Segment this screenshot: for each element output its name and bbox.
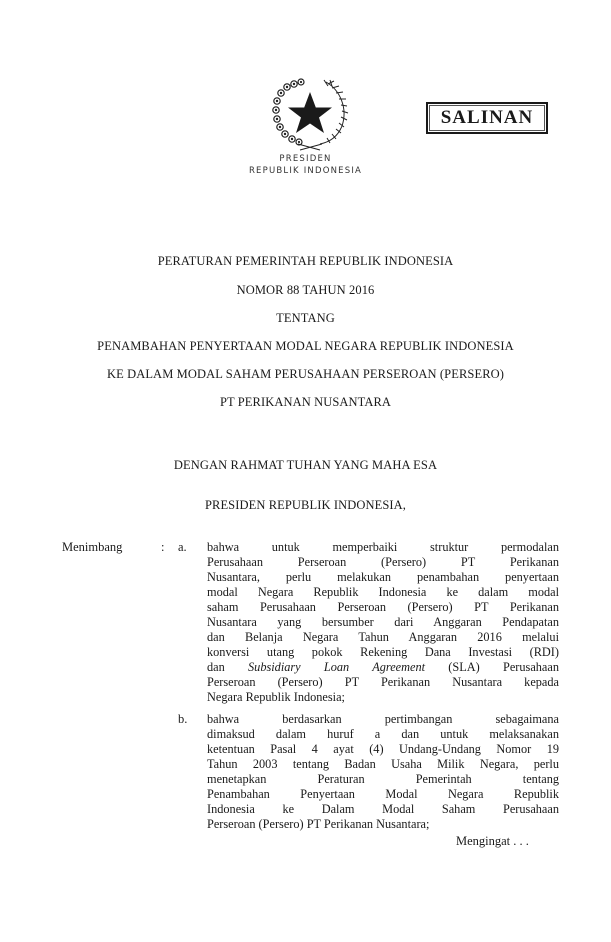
paragraph-line: saham Perusahaan Perseroan (Persero) PT Perikanan <box>207 600 559 614</box>
salinan-stamp: SALINAN <box>426 102 548 134</box>
regulation-subject-line-2: KE DALAM MODAL SAHAM PERUSAHAAN PERSEROAN (PERSERO) <box>106 367 505 381</box>
paragraph-line: Perseroan (Persero) PT Perikanan Nusantara kepada <box>207 675 559 689</box>
preamble-president: PRESIDEN REPUBLIK INDONESIA, <box>204 498 407 512</box>
continuation-mengingat: Mengingat . . . <box>456 834 529 848</box>
paragraph-line: Indonesia ke Dalam Modal Saham Perusahaan <box>207 802 559 816</box>
paragraph-line: Tahun 2003 tentang Badan Usaha Milik Negara, perlu <box>207 757 559 771</box>
paragraph-line: dan Subsidiary Loan Agreement (SLA) Perusahaan <box>207 660 559 674</box>
paragraph-line: modal Negara Republik Indonesia ke dalam modal <box>207 585 559 599</box>
paragraph-line: dimaksud dalam huruf a dan untuk melaksanakan <box>207 727 559 741</box>
consideration-item-a <box>207 540 559 705</box>
preamble-invocation: DENGAN RAHMAT TUHAN YANG MAHA ESA <box>173 458 438 472</box>
regulation-subject-line-1: PENAMBAHAN PENYERTAAN MODAL NEGARA REPUBLIK INDONESIA <box>97 339 514 353</box>
paragraph-line: bahwa berdasarkan pertimbangan sebagaimana <box>207 712 559 726</box>
regulation-subject-line-3: PT PERIKANAN NUSANTARA <box>219 395 392 409</box>
regulation-title: PERATURAN PEMERINTAH REPUBLIK INDONESIA <box>157 254 454 268</box>
paragraph-line: Nusantara, perlu melakukan penambahan penyertaan <box>207 570 559 584</box>
paragraph-line: Nusantara yang bersumber dari Anggaran Pendapatan <box>207 615 559 629</box>
paragraph-line: Perseroan (Persero) PT Perikanan Nusantara; <box>207 817 430 831</box>
office-label-republik: REPUBLIK INDONESIA <box>248 166 363 176</box>
paragraph-line: bahwa untuk memperbaiki struktur permodalan <box>207 540 559 554</box>
presidential-star-emblem-icon <box>268 76 352 152</box>
office-label-presiden: PRESIDEN <box>279 154 332 164</box>
paragraph-line: Penambahan Penyertaan Modal Negara Republik <box>207 787 559 801</box>
paragraph-line: dan Belanja Negara Tahun Anggaran 2016 melalui <box>207 630 559 644</box>
paragraph-line: menetapkan Peraturan Pemerintah tentang <box>207 772 559 786</box>
paragraph-line: konversi utang pokok Rekening Dana Investasi (RDI) <box>207 645 559 659</box>
consideration-item-b <box>207 712 559 832</box>
regulation-number: NOMOR 88 TAHUN 2016 <box>236 283 375 297</box>
paragraph-line: ketentuan Pasal 4 ayat (4) Undang-Undang Nomor 19 <box>207 742 559 756</box>
menimbang-colon: : <box>161 540 165 554</box>
menimbang-label: Menimbang <box>62 540 123 554</box>
item-marker-a: a. <box>178 540 187 554</box>
paragraph-line: Negara Republik Indonesia; <box>207 690 345 704</box>
paragraph-line: Perusahaan Perseroan (Persero) PT Perikanan <box>207 555 559 569</box>
regulation-about-label: TENTANG <box>276 311 335 325</box>
item-marker-b: b. <box>178 712 188 726</box>
